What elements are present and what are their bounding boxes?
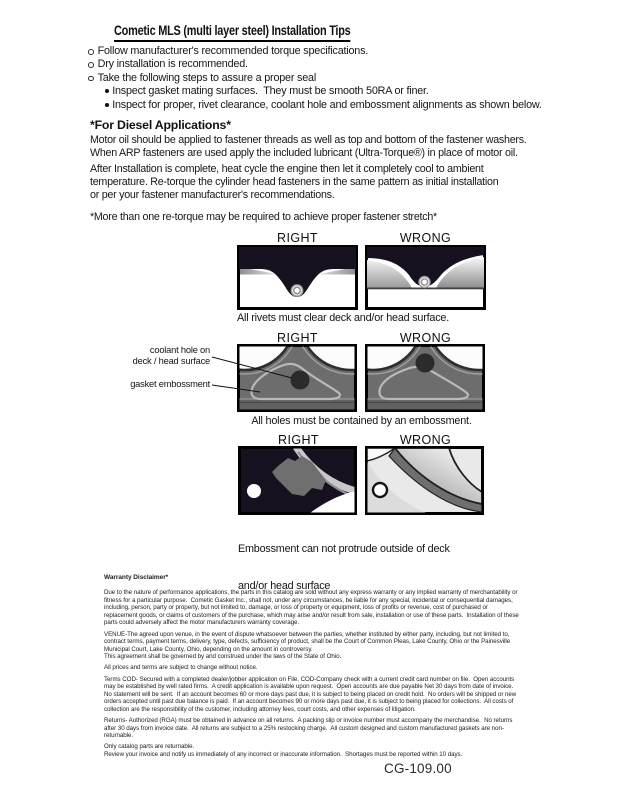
open-bullet-icon <box>88 49 94 55</box>
legal-paragraph <box>104 743 519 758</box>
rivet-wrong-diagram <box>365 245 486 310</box>
gasket-embossment-label: gasket embossment <box>130 379 210 389</box>
paragraph-line: or per your fastener manufacturer's recommendations. <box>90 189 335 202</box>
open-bullet-icon <box>88 62 94 68</box>
legal-text: Only catalog parts are returnable. <box>104 743 195 751</box>
right-label: RIGHT <box>277 331 318 345</box>
embossment-caption: All holes must be contained by an embossment. <box>251 415 472 427</box>
rivet-caption: All rivets must clear deck and/or head surface. <box>237 312 450 324</box>
paragraph-line: Motor oil should be applied to fastener threads as well as top and bottom of the fastener washers. <box>90 134 527 146</box>
installation-tips-list <box>88 45 542 112</box>
tip-text: Dry installation is recommended. <box>97 58 248 71</box>
legal-text: This agreement shall be governed by and construed under the laws of the State of Ohio. <box>104 653 342 661</box>
list-item <box>88 72 542 85</box>
wrong-label: WRONG <box>399 433 452 447</box>
diesel-paragraph-2 <box>90 163 498 203</box>
page-title: Cometic MLS (multi layer steel) Installation Tips <box>114 22 351 42</box>
wrong-label: WRONG <box>399 231 452 245</box>
protrusion-wrong-diagram <box>365 446 484 515</box>
tip-text: Take the following steps to assure a proper seal <box>97 71 317 84</box>
list-item <box>88 58 542 71</box>
protrusion-right-diagram <box>238 446 357 515</box>
legal-text: Terms COD- Secured with a completed dealer/jobber application on File, COD-Company check with a current credit card number on file. Open accounts may be established by well rated firms. A credit application is available upon request. Open accounts are due payable Net 30 days from date of invoice. No statement will be sent. If an account becomes 60 or more days past due, it is subject to being placed on credit hold. No orders will be shipped or new orders accepted until past due balance is paid. If an account becomes 90 or more days past due, it is subject to being placed for collections. All costs of collection are the responsibility of the customer, including attorney fees, court costs, and other expenses of litigation. <box>104 675 518 713</box>
list-item <box>105 85 542 98</box>
label-line: deck / head surface <box>132 355 210 366</box>
legal-text: All prices and terms are subject to change without notice. <box>104 664 258 672</box>
warranty-heading: Warranty Disclaimer* <box>104 574 169 581</box>
caption-line: Embossment can not protrude outside of deck <box>238 542 450 555</box>
legal-text: Review your invoice and notify us immediately of any incorrect or inaccurate information. Shortages must be reported within 10 days. <box>104 750 463 758</box>
list-item <box>105 99 542 112</box>
right-label: RIGHT <box>277 231 318 245</box>
filled-bullet-icon <box>105 103 109 107</box>
paragraph-line: After Installation is complete, heat cycle the engine then let it completely cool to ambient <box>90 163 484 175</box>
retorque-note <box>90 211 437 224</box>
list-item <box>88 45 542 58</box>
paragraph-line: temperature. Re-torque the cylinder head fasteners in the same pattern as initial installation <box>90 176 499 189</box>
legal-text: Returns- Authorized (RGA) must be obtained in advance on all returns. A packing slip or invoice number must accompany the merchandise. No returns after 30 days from invoice date. All returns are subject to a 25% restocking charge. All custom designed and custom manufactured gaskets are non-returnable. <box>104 717 515 740</box>
tip-text: Follow manufacturer's recommended torque specifications. <box>97 45 369 57</box>
tip-text: Inspect for proper, rivet clearance, coolant hole and embossment alignments as shown below. <box>112 98 542 111</box>
diesel-paragraph-1 <box>90 134 527 160</box>
filled-bullet-icon <box>105 89 109 93</box>
legal-paragraph <box>104 676 519 714</box>
open-bullet-icon <box>88 76 94 82</box>
legal-text: VENUE-The agreed upon venue, in the event of dispute whatsoever between the parties, whether instituted by either party, including, but not limited to, contract terms, payment terms, delivery, type, defects, sufficiency of product, shall be the Court of Common Pleas, Lake County, Ohio or the Painesville Municipal Court, Lake County, Ohio, depending on the amount in controversy. <box>104 630 512 653</box>
diesel-heading: *For Diesel Applications* <box>90 118 231 132</box>
right-label: RIGHT <box>278 433 319 447</box>
embossment-wrong-diagram <box>365 344 485 412</box>
legal-paragraph <box>104 664 519 672</box>
legal-paragraph <box>104 589 519 627</box>
warranty-disclaimer-section <box>104 574 519 762</box>
label-line: coolant hole on <box>149 345 210 355</box>
tip-text: Inspect gasket mating surfaces. They must be smooth 50RA or finer. <box>112 85 429 98</box>
rivet-right-diagram <box>237 245 358 310</box>
paragraph-line: *More than one re-torque may be required to achieve proper fastener stretch* <box>90 211 437 223</box>
paragraph-line: When ARP fasteners are used apply the included lubricant (Ultra-Torque®) in place of motor oil. <box>90 147 518 160</box>
label-pointer-lines <box>108 338 308 400</box>
wrong-label: WRONG <box>399 331 452 345</box>
page-code: CG-109.00 <box>384 761 452 776</box>
legal-text: Due to the nature of performance applications, the parts in this catalog are sold without any express warranty or any implied warranty of merchantability or fitness for a particular purpose. Cometic Gasket Inc., shall not, under any circumstances, be liable for any special, incidental or consequential damages, including, person, party or property, but not limited to, damage, or loss of property or equipment, loss of profits or revenue, cost of purchased or replacement goods, or claims of customers of the purchase, which may arise and/or result from sale, installation or use of these parts. Installation of these parts could adversely affect the motor manufacturers warranty coverage. <box>104 589 521 627</box>
legal-paragraph <box>104 717 519 740</box>
caption-line: and/or head surface <box>238 580 331 593</box>
legal-paragraph <box>104 631 519 661</box>
